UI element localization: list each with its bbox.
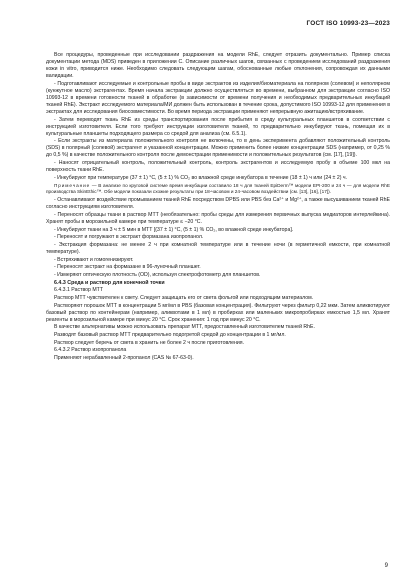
paragraph-step-stop-exposure: - Останавливают воздействие промыванием тканей RhE посредством DPBS или PBS без Ca²⁺ и Mg²⁺, а также высушиванием тканей RhE согласно инструкциям изготовителя. <box>46 197 390 211</box>
paragraph-mtt-storage: Раствор следует беречь от света в хранить не более 2 ч после приготовления. <box>54 339 245 346</box>
standard-header: ГОСТ ISO 10993-23—2023 <box>306 20 390 27</box>
page-body <box>46 52 390 363</box>
paragraph-step-immerse: - Переносят и погружают в экстракт формазана изопропанол. <box>54 234 204 241</box>
paragraph-step-transfer: - Затем переводят ткань RhE из среды транспортирования после прибытия в среду культуральных планшетов в соответствии с инструкцией изготовителя. Если того требуют инструкции изготовителя тканей, то предварительно инкубируют ткань, помещая их в культуральные планшеты подходящего размера со средой для анализа (см. 6.5.1). <box>46 116 390 137</box>
paragraph-step-apply: - Наносят отрицательный контроль, положительный контроль, контроль экстрагентов и исследуемую пробу в объеме 100 мкл на поверхность ткани RhE. <box>46 160 390 174</box>
paragraph-step-measure: - Измеряют оптическую плотность (OD), используя спектрофотометр для планшетов. <box>54 272 261 279</box>
paragraph-step-mtt-transfer: - Переносят образцы ткани в раствор МТТ (необязательно: пробы среды для измерения первичных выпуска медиаторов интерлейкина). Хранят пробы в морозильной камере при температуре ≤ −20 °С. <box>46 212 390 226</box>
paragraph-intro: Все процедуры, проведенные при исследовании раздражения на модели RhE, следует отразить документально. Пример списка документации метода (MDS) приведен в приложении С. Описание различных шагов, связанных с проведением исследований раздражения кожи in vitro, приводится ниже. Необходимо следовать следующим шагам, обоснованные любые отклонения, сопровождая их данными валидации. <box>46 52 390 80</box>
paragraph-step-prepare: - Подготавливают исследуемые и контрольные пробы в виде экстрактов из изделия/биоматериала на полярном (солевом) и неполярном (кунжутное масло) экстрагентах. Время начала экстракции должно осуществляться во времени, выбранном для экстракции согласно ISO 10993-12 в времени готовности тканей в обработке (в зависимости от времени получения и необходимых предварительных инкубаций тканей RhE). Экстракт исследуемого материала/МИ должен быть использован в течение срока, допустимого ISO 10993-12 для применения в экстрактах для исследования биосовместимости. Во время периода экстракции применяют непрерывную ажитацию/встряхивание. <box>46 80 390 115</box>
paragraph-step-mtt-incubate: - Инкубируют ткани на 3 ч ± 5 мин в МТТ [(37 ± 1) °С, (5 ± 1) % СО₂, во влажной среде инкубатора]. <box>54 226 294 233</box>
note-text: — В анализе по круговой системе время инкубации составило 18 ч для тканей EpiDerm™ модели EPI-200 и 24 ч — для модели RhE производства SkinEthic™. Обе модели показали схожие результаты при 18-часовом и 24-часовом воздействии (см. [13], [16], [17]). <box>46 182 390 195</box>
paragraph-mtt-dissolve: Растворяют порошок МТТ в концентрации 5 мг/мл в PBS (базовая концентрация). Фильтруют через фильтр 0,22 мкм. Затем аликвотируют базовый раствор по контейнерам (например, аликвотами в 1 мл) в пробирках или маленьких микропробирках емкостью 1,5 мл. Хранят реагенты в морозильной камере при минус 20 °С. Срок хранения: 1 год при минус 20 °С. <box>46 302 390 323</box>
note-label: Примечание <box>54 182 91 188</box>
section-heading-6-4-3-2: 6.4.3.2 Раствор изопропанола <box>54 347 127 354</box>
paragraph-step-extraction: - Экстракция формазанa: не менее 2 ч при комнатной температуре или в течение ночи (в герметичной емкости, при комнатной температуре). <box>46 242 390 256</box>
section-heading-6-4-3-1: 6.4.3.1 Раствор МТТ <box>54 287 104 294</box>
note-paragraph <box>46 183 390 196</box>
paragraph-step-plate: - Переносят экстракт на формазане в 96-луночный планшет. <box>54 264 201 271</box>
paragraph-step-shake: - Встряхивают и гомогенизируют. <box>54 256 134 263</box>
page-number: 9 <box>384 563 388 569</box>
section-heading-6-4-3: 6.4.3 Среда и раствор для конечной точки <box>54 279 165 286</box>
paragraph-mtt-light: Раствор МТТ чувствителен к свету. Следует защищать его от света фольгой или подходящим материалом. <box>54 294 314 301</box>
paragraph-mtt-dilute: Разводят базовый раствор МТТ предварительно подогретой средой до концентрации в 1 мг/мл. <box>54 331 286 338</box>
paragraph-step-positive-control: - Если экстракты из материала положительного контроля не включены, то в день эксперимента добавляют положительный контроль (SDS) в полярный (солевой) экстрагент и указанной концентрации. Можно применить более низкие концентрации SDS (например, от 0,25 % до 0,5 %) в качестве положительного контроля после демонстрации применимости и положительных результатов (см. [17], [19]). <box>46 138 390 159</box>
paragraph-step-incubate: - Инкубируют при температуре (37 ± 1) °С, (5 ± 1) % СО₂ во влажной среде инкубатора в течение (18 ± 1) ч или (24 ± 2) ч. <box>54 174 348 181</box>
paragraph-mtt-alternative: В качестве альтернативы можно использовать препарат МТТ, предоставленный изготовителем тканей RhE. <box>54 324 315 331</box>
paragraph-isopropanol: Применяют нерабавленный 2-пропанол (CAS № 67-63-0). <box>54 354 194 361</box>
